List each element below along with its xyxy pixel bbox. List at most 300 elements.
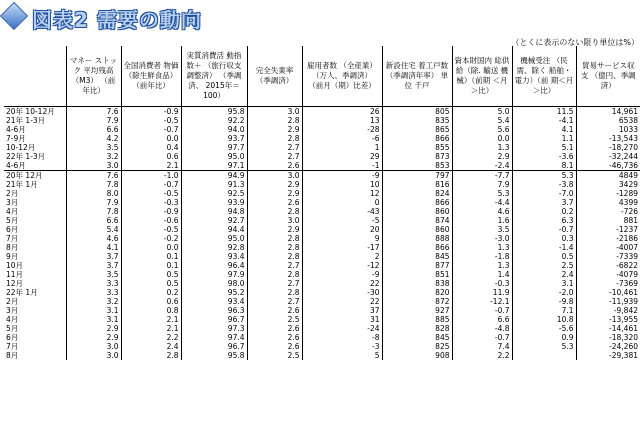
table-row xyxy=(4,116,640,125)
value-cell: 97.7 xyxy=(181,143,247,152)
value-cell: 0.6 xyxy=(121,152,181,161)
value-cell: 0.1 xyxy=(121,261,181,270)
value-cell: 866 xyxy=(382,198,452,207)
period-cell: 20年 12月 xyxy=(4,171,66,181)
value-cell: -2.4 xyxy=(452,161,512,171)
value-cell: 2.5 xyxy=(247,315,302,324)
value-cell: 0.0 xyxy=(452,134,512,143)
period-cell: 21年 1月 xyxy=(4,180,66,189)
value-cell: 2.7 xyxy=(247,143,302,152)
table-row xyxy=(4,143,640,152)
unit-note: （とくに表示のない限り単位は%） xyxy=(511,38,639,47)
value-cell: -4.4 xyxy=(452,198,512,207)
value-cell: -7369 xyxy=(616,279,638,288)
column-header: 完全失業率 （季調済） xyxy=(247,46,302,107)
value-cell: -0.3 xyxy=(452,279,512,288)
value-cell: -9 xyxy=(302,171,382,181)
value-cell: 31 xyxy=(302,315,382,324)
value-cell: 93.9 xyxy=(181,198,247,207)
table-row xyxy=(4,207,640,216)
period-cell: 6月 xyxy=(4,225,66,234)
table-row xyxy=(4,152,640,161)
value-cell: 95.8 xyxy=(181,107,247,117)
table-row xyxy=(4,306,640,315)
value-cell: 4849 xyxy=(618,171,638,180)
period-cell: 12月 xyxy=(4,279,66,288)
value-cell: 2.1 xyxy=(121,161,181,171)
value-cell: 2.9 xyxy=(66,324,121,333)
value-cell: 825 xyxy=(382,342,452,351)
table-row xyxy=(4,125,640,134)
value-cell: -4079 xyxy=(616,270,638,279)
value-cell: -12 xyxy=(302,261,382,270)
value-cell: 3.7 xyxy=(512,198,576,207)
value-cell: 0.4 xyxy=(121,143,181,152)
value-cell: -1.0 xyxy=(121,171,181,181)
value-cell: 2.2 xyxy=(121,333,181,342)
value-cell: -0.9 xyxy=(121,207,181,216)
value-cell: 6.6 xyxy=(66,216,121,225)
value-cell: 3.0 xyxy=(66,342,121,351)
value-cell: 2.9 xyxy=(66,333,121,342)
value-cell: 2.9 xyxy=(247,225,302,234)
value-cell: -1289 xyxy=(616,189,638,198)
period-cell: 10-12月 xyxy=(4,143,66,152)
period-cell: 22年 1-3月 xyxy=(4,152,66,161)
value-cell: 26 xyxy=(302,107,382,117)
period-cell: 3月 xyxy=(4,198,66,207)
value-cell: 824 xyxy=(382,189,452,198)
table-row xyxy=(4,198,640,207)
column-header: 新設住宅 着工戸数 （季調済年率） 単位 千戸 xyxy=(382,46,452,107)
value-cell: 92.7 xyxy=(181,216,247,225)
value-cell: 2.9 xyxy=(247,125,302,134)
period-cell: 5月 xyxy=(4,216,66,225)
value-cell: 2.8 xyxy=(247,252,302,261)
value-cell: 3.3 xyxy=(66,279,121,288)
value-cell: 3.0 xyxy=(247,107,302,117)
value-cell: 1.1 xyxy=(512,134,576,143)
value-cell: 2.6 xyxy=(247,324,302,333)
column-header: 全国消費者 物価 （除生鮮食品） （前年比） xyxy=(121,46,181,107)
value-cell: 845 xyxy=(382,333,452,342)
value-cell: 8.0 xyxy=(66,189,121,198)
value-cell: 838 xyxy=(382,279,452,288)
period-cell: 7月 xyxy=(4,342,66,351)
value-cell: 2.8 xyxy=(121,351,181,360)
value-cell: 6.6 xyxy=(452,315,512,324)
value-cell: 20 xyxy=(302,225,382,234)
value-cell: 8.1 xyxy=(512,161,576,171)
value-cell: 93.4 xyxy=(181,252,247,261)
value-cell: 0 xyxy=(302,198,382,207)
table-row xyxy=(4,261,640,270)
value-cell: 4.1 xyxy=(66,243,121,252)
value-cell: 2.8 xyxy=(247,288,302,297)
column-header: マネー ストック 平均残高 （M3） （前年比） xyxy=(66,46,121,107)
value-cell: 95.0 xyxy=(181,152,247,161)
value-cell: 7.9 xyxy=(66,198,121,207)
value-cell: -0.6 xyxy=(121,216,181,225)
column-header: 資本財国内 総供給（除. 輸送 機械）（前期 ＜月＞比） xyxy=(452,46,512,107)
value-cell: -11,939 xyxy=(609,297,638,306)
value-cell: 3.1 xyxy=(66,315,121,324)
value-cell: -4.8 xyxy=(452,324,512,333)
value-cell: -14,461 xyxy=(609,324,638,333)
value-cell: 872 xyxy=(382,297,452,306)
value-cell: 3.1 xyxy=(512,279,576,288)
value-cell: -5.6 xyxy=(512,324,576,333)
value-cell: -0.2 xyxy=(121,234,181,243)
value-cell: -9 xyxy=(302,270,382,279)
value-cell: 13 xyxy=(302,116,382,125)
value-cell: 4399 xyxy=(618,198,638,207)
value-cell: -24,260 xyxy=(609,342,638,351)
value-cell: -1237 xyxy=(616,225,638,234)
value-cell: 3.0 xyxy=(247,171,302,181)
value-cell: 5.4 xyxy=(452,116,512,125)
value-cell: -3.6 xyxy=(512,152,576,161)
table-row xyxy=(4,315,640,324)
value-cell: 96.7 xyxy=(181,315,247,324)
value-cell: 3.5 xyxy=(66,143,121,152)
value-cell: 885 xyxy=(382,315,452,324)
value-cell: 2.7 xyxy=(247,279,302,288)
period-cell: 8月 xyxy=(4,351,66,360)
value-cell: 7.1 xyxy=(512,306,576,315)
table-row xyxy=(4,234,640,243)
value-cell: 11.5 xyxy=(512,107,576,117)
period-cell: 9月 xyxy=(4,252,66,261)
table-row xyxy=(4,243,640,252)
value-cell: -43 xyxy=(302,207,382,216)
value-cell: 2.4 xyxy=(512,270,576,279)
value-cell: 94.4 xyxy=(181,225,247,234)
value-cell: 7.9 xyxy=(66,116,121,125)
value-cell: 0.2 xyxy=(121,288,181,297)
table-row xyxy=(4,216,640,225)
period-cell: 2月 xyxy=(4,189,66,198)
period-cell: 10月 xyxy=(4,261,66,270)
value-cell: -8 xyxy=(302,333,382,342)
value-cell: 3.3 xyxy=(66,288,121,297)
value-cell: -0.7 xyxy=(121,125,181,134)
value-cell: -0.9 xyxy=(121,107,181,117)
period-cell: 4月 xyxy=(4,207,66,216)
value-cell: 5.3 xyxy=(512,171,576,181)
period-cell: 3月 xyxy=(4,306,66,315)
value-cell xyxy=(512,351,576,360)
period-cell: 11月 xyxy=(4,270,66,279)
value-cell: -6 xyxy=(302,134,382,143)
value-cell: 0.6 xyxy=(121,297,181,306)
value-cell: 1.4 xyxy=(452,270,512,279)
column-header: 雇用者数 （全産業） （万人、季調済） （前月（期）比差） xyxy=(302,46,382,107)
value-cell: 845 xyxy=(382,252,452,261)
value-cell: -28 xyxy=(302,125,382,134)
data-table xyxy=(4,46,640,360)
value-cell: 0.9 xyxy=(512,333,576,342)
value-cell: -0.7 xyxy=(452,306,512,315)
value-cell: 3.5 xyxy=(452,225,512,234)
header-row xyxy=(4,46,640,107)
value-cell: 888 xyxy=(382,234,452,243)
value-cell: 851 xyxy=(382,270,452,279)
value-cell: 5.1 xyxy=(512,143,576,152)
value-cell: 7.8 xyxy=(66,180,121,189)
value-cell: 2.8 xyxy=(247,134,302,143)
value-cell: 97.3 xyxy=(181,324,247,333)
value-cell: 97.1 xyxy=(181,161,247,171)
value-cell: -2186 xyxy=(616,234,638,243)
value-cell: 22 xyxy=(302,297,382,306)
value-cell: 22 xyxy=(302,279,382,288)
value-cell: 2.1 xyxy=(121,324,181,333)
value-cell: 2.8 xyxy=(247,270,302,279)
table-row xyxy=(4,270,640,279)
value-cell: 866 xyxy=(382,134,452,143)
value-cell: 908 xyxy=(382,351,452,360)
value-cell: 96.7 xyxy=(181,342,247,351)
value-cell: 3.5 xyxy=(66,270,121,279)
value-cell: 3.0 xyxy=(247,216,302,225)
value-cell: 2.8 xyxy=(247,116,302,125)
value-cell: 2.7 xyxy=(247,261,302,270)
value-cell: 12 xyxy=(302,189,382,198)
value-cell: -13,955 xyxy=(609,315,638,324)
value-cell: 2.2 xyxy=(452,351,512,360)
value-cell: 855 xyxy=(382,143,452,152)
value-cell: 5.3 xyxy=(452,189,512,198)
page-title: 図表2 需要の動向 xyxy=(32,8,202,32)
table-row xyxy=(4,161,640,171)
value-cell: 865 xyxy=(382,125,452,134)
table-row xyxy=(4,342,640,351)
value-cell: 96.4 xyxy=(181,261,247,270)
value-cell: 92.5 xyxy=(181,189,247,198)
value-cell: 1033 xyxy=(618,125,638,134)
value-cell: 4.6 xyxy=(66,234,121,243)
period-cell: 4月 xyxy=(4,315,66,324)
value-cell: -24 xyxy=(302,324,382,333)
value-cell: 2.9 xyxy=(247,180,302,189)
value-cell: 5.3 xyxy=(512,342,576,351)
value-cell: -1 xyxy=(302,161,382,171)
value-cell: -726 xyxy=(620,207,638,216)
value-cell: 1.3 xyxy=(452,261,512,270)
table-row xyxy=(4,297,640,306)
table-row xyxy=(4,333,640,342)
value-cell: 2.8 xyxy=(247,234,302,243)
value-cell: 6.6 xyxy=(66,125,121,134)
value-cell: 0.5 xyxy=(512,252,576,261)
value-cell: 98.0 xyxy=(181,279,247,288)
value-cell: 3429 xyxy=(618,180,638,189)
value-cell: -1.4 xyxy=(512,243,576,252)
value-cell: 2.5 xyxy=(247,351,302,360)
value-cell: -6822 xyxy=(616,261,638,270)
value-cell: 2.6 xyxy=(247,342,302,351)
value-cell: 2.9 xyxy=(247,189,302,198)
value-cell: 1 xyxy=(302,143,382,152)
value-cell: 6538 xyxy=(618,116,638,125)
value-cell: 3.2 xyxy=(66,152,121,161)
value-cell: 95.8 xyxy=(181,351,247,360)
value-cell: 2.6 xyxy=(247,198,302,207)
value-cell: -7.7 xyxy=(452,171,512,181)
column-header: 貿易サービス収支 （億円、季調済） xyxy=(576,46,640,107)
value-cell: 0.5 xyxy=(121,279,181,288)
value-cell: -5 xyxy=(302,216,382,225)
table-row xyxy=(4,225,640,234)
value-cell: 4.6 xyxy=(452,207,512,216)
value-cell: -1.8 xyxy=(452,252,512,261)
value-cell: -0.5 xyxy=(121,189,181,198)
table-row xyxy=(4,189,640,198)
value-cell: 37 xyxy=(302,306,382,315)
period-cell: 21年 1-3月 xyxy=(4,116,66,125)
value-cell: 3.0 xyxy=(66,351,121,360)
value-cell: 5.0 xyxy=(452,107,512,117)
value-cell: 820 xyxy=(382,288,452,297)
value-cell: -3.0 xyxy=(452,234,512,243)
value-cell: -30 xyxy=(302,288,382,297)
value-cell: 10 xyxy=(302,180,382,189)
value-cell: 5.4 xyxy=(66,225,121,234)
value-cell: -46,736 xyxy=(576,161,640,171)
value-cell: -2.0 xyxy=(512,288,576,297)
column-header: 機械受注 （民需、除く 船舶・電力）（前 期＜月＞比） xyxy=(512,46,576,107)
table-row xyxy=(4,180,640,189)
value-cell: 91.3 xyxy=(181,180,247,189)
value-cell: 7.6 xyxy=(66,107,121,117)
column-header: 実質消費活 動指数＋ （旅行収支調整済） （季調済、 2015年＝100） xyxy=(181,46,247,107)
value-cell: 866 xyxy=(382,243,452,252)
value-cell: 95.2 xyxy=(181,288,247,297)
value-cell: -3.8 xyxy=(512,180,576,189)
value-cell: -0.5 xyxy=(121,116,181,125)
value-cell: -0.7 xyxy=(121,180,181,189)
value-cell: 1.3 xyxy=(452,243,512,252)
value-cell: 797 xyxy=(382,171,452,181)
period-cell: 4-6月 xyxy=(4,125,66,134)
value-cell: -10,461 xyxy=(609,288,638,297)
value-cell: 94.9 xyxy=(181,171,247,181)
value-cell: -3 xyxy=(302,342,382,351)
value-cell: 92.8 xyxy=(181,243,247,252)
title-bar xyxy=(0,0,643,34)
value-cell: 2.7 xyxy=(247,297,302,306)
value-cell: 5.6 xyxy=(452,125,512,134)
value-cell: -4007 xyxy=(616,243,638,252)
value-cell: -0.7 xyxy=(452,333,512,342)
value-cell: -7339 xyxy=(616,252,638,261)
value-cell: -32,244 xyxy=(609,152,638,161)
value-cell: 7.4 xyxy=(452,342,512,351)
value-cell: 853 xyxy=(382,161,452,171)
table-row xyxy=(4,107,640,117)
value-cell: 3.7 xyxy=(66,252,121,261)
value-cell: 10.8 xyxy=(512,315,576,324)
value-cell: 2.4 xyxy=(121,342,181,351)
value-cell: 2.6 xyxy=(247,161,302,171)
value-cell: 877 xyxy=(382,261,452,270)
value-cell: -12.1 xyxy=(452,297,512,306)
table-row xyxy=(4,134,640,143)
value-cell: 11.9 xyxy=(452,288,512,297)
value-cell: -7.0 xyxy=(512,189,576,198)
value-cell: 5 xyxy=(302,351,382,360)
value-cell: 97.4 xyxy=(181,333,247,342)
value-cell: 1.3 xyxy=(452,143,512,152)
value-cell: 4.1 xyxy=(512,125,576,134)
value-cell: 3.7 xyxy=(66,261,121,270)
value-cell: -29,381 xyxy=(609,351,638,360)
table-row xyxy=(4,171,640,181)
value-cell: 927 xyxy=(382,306,452,315)
value-cell: 873 xyxy=(382,152,452,161)
value-cell: 92.2 xyxy=(181,116,247,125)
value-cell: 0.1 xyxy=(121,252,181,261)
table-row xyxy=(4,324,640,333)
value-cell: 96.3 xyxy=(181,306,247,315)
value-cell: 0.0 xyxy=(121,134,181,143)
period-cell: 22年 1月 xyxy=(4,288,66,297)
column-header xyxy=(4,46,66,107)
value-cell: 7.8 xyxy=(66,207,121,216)
value-cell: 874 xyxy=(382,216,452,225)
table-row xyxy=(4,279,640,288)
value-cell: 860 xyxy=(382,207,452,216)
value-cell: -0.3 xyxy=(121,198,181,207)
value-cell: 2.9 xyxy=(452,152,512,161)
value-cell: 2.8 xyxy=(247,207,302,216)
diamond-icon xyxy=(0,2,28,30)
period-cell: 6月 xyxy=(4,333,66,342)
value-cell: 860 xyxy=(382,225,452,234)
table-row xyxy=(4,252,640,261)
value-cell: 6.3 xyxy=(512,216,576,225)
value-cell: 881 xyxy=(623,216,638,225)
value-cell: 1.6 xyxy=(452,216,512,225)
value-cell: 2.5 xyxy=(512,261,576,270)
value-cell: -18,270 xyxy=(609,143,638,152)
value-cell: 93.4 xyxy=(181,297,247,306)
value-cell: -9,842 xyxy=(613,306,638,315)
value-cell: 0.8 xyxy=(121,306,181,315)
value-cell: 816 xyxy=(382,180,452,189)
value-cell: -0.5 xyxy=(121,225,181,234)
value-cell: 0.2 xyxy=(512,207,576,216)
value-cell: 2.1 xyxy=(121,315,181,324)
value-cell: 0.3 xyxy=(512,234,576,243)
value-cell: 14,961 xyxy=(611,107,638,116)
period-cell: 4-6月 xyxy=(4,161,66,171)
table-row xyxy=(4,351,640,360)
value-cell: 835 xyxy=(382,116,452,125)
value-cell: 4.2 xyxy=(66,134,121,143)
value-cell: -17 xyxy=(302,243,382,252)
value-cell: 3.2 xyxy=(66,297,121,306)
value-cell: 2.6 xyxy=(247,306,302,315)
value-cell: 93.7 xyxy=(181,134,247,143)
value-cell: 3.0 xyxy=(66,161,121,171)
value-cell: 0.5 xyxy=(121,270,181,279)
value-cell: 7.6 xyxy=(66,171,121,181)
value-cell: 2.8 xyxy=(247,243,302,252)
table-row xyxy=(4,288,640,297)
period-cell: 7月 xyxy=(4,234,66,243)
